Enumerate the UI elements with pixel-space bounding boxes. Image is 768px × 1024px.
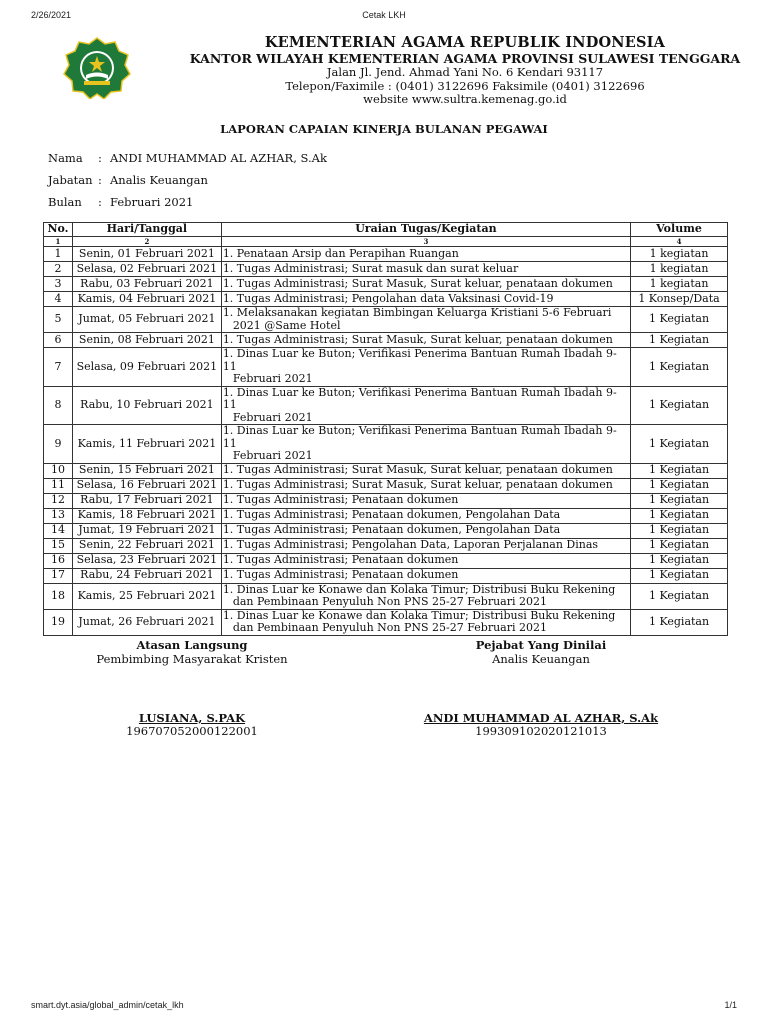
cell-task: 1. Tugas Administrasi; Penataan dokumen xyxy=(221,493,630,508)
task-line-1: 1. Dinas Luar ke Buton; Verifikasi Penerima Bantuan Rumah Ibadah 9-11 xyxy=(222,424,617,450)
header-no: No. xyxy=(44,223,73,237)
cell-volume: 1 Kegiatan xyxy=(631,478,728,493)
print-date: 2/26/2021 xyxy=(31,10,72,20)
cell-task: 1. Tugas Administrasi; Surat Masuk, Surat keluar, penataan dokumen xyxy=(221,463,630,478)
browser-print-footer xyxy=(31,1000,737,1014)
cell-no: 12 xyxy=(44,493,73,508)
cell-date: Selasa, 02 Februari 2021 xyxy=(72,262,221,277)
cell-volume: 1 kegiatan xyxy=(631,247,728,262)
col-number: 4 xyxy=(631,237,728,247)
cell-date: Senin, 22 Februari 2021 xyxy=(72,538,221,553)
colon: : xyxy=(98,151,102,165)
table-row xyxy=(44,609,728,635)
print-url: smart.dyt.asia/global_admin/cetak_lkh xyxy=(31,1000,184,1010)
employee-info xyxy=(48,151,448,217)
table-row xyxy=(44,478,728,493)
cell-no: 5 xyxy=(44,307,73,333)
cell-volume: 1 kegiatan xyxy=(631,277,728,292)
cell-volume: 1 Kegiatan xyxy=(631,538,728,553)
table-row xyxy=(44,333,728,348)
table-row xyxy=(44,348,728,387)
cell-task: 1. Penataan Arsip dan Perapihan Ruangan xyxy=(221,247,630,262)
cell-task xyxy=(221,386,630,425)
report-title: LAPORAN CAPAIAN KINERJA BULANAN PEGAWAI xyxy=(220,122,548,136)
table-row xyxy=(44,553,728,568)
cell-volume: 1 Kegiatan xyxy=(631,307,728,333)
task-line-1: 1. Dinas Luar ke Konawe dan Kolaka Timur; Distribusi Buku Rekening xyxy=(222,608,616,622)
task-line-1: 1. Dinas Luar ke Buton; Verifikasi Penerima Bantuan Rumah Ibadah 9-11 xyxy=(222,385,617,411)
cell-no: 17 xyxy=(44,568,73,583)
employee-role: Pejabat Yang Dinilai xyxy=(475,638,607,652)
print-title: Cetak LKH xyxy=(362,10,406,20)
cell-volume: 1 Kegiatan xyxy=(631,508,728,523)
cell-date: Kamis, 25 Februari 2021 xyxy=(72,583,221,609)
task-line-2: 2021 @Same Hotel xyxy=(232,318,341,332)
table-row xyxy=(44,538,728,553)
cell-task: 1. Tugas Administrasi; Penataan dokumen xyxy=(221,568,630,583)
cell-no: 14 xyxy=(44,523,73,538)
cell-date: Jumat, 26 Februari 2021 xyxy=(72,609,221,635)
bulan-value: Februari 2021 xyxy=(110,195,194,209)
cell-no: 4 xyxy=(44,292,73,307)
cell-date: Jumat, 05 Februari 2021 xyxy=(72,307,221,333)
cell-task: 1. Tugas Administrasi; Penataan dokumen, Pengolahan Data xyxy=(221,523,630,538)
cell-volume: 1 Konsep/Data xyxy=(631,292,728,307)
task-line-2: Februari 2021 xyxy=(232,372,313,385)
cell-volume: 1 Kegiatan xyxy=(631,333,728,348)
table-row xyxy=(44,508,728,523)
task-line-2: Februari 2021 xyxy=(232,410,313,424)
table-row xyxy=(44,523,728,538)
browser-print-header xyxy=(31,10,737,24)
cell-task: 1. Tugas Administrasi; Surat masuk dan surat keluar xyxy=(221,262,630,277)
jabatan-value: Analis Keuangan xyxy=(110,173,208,187)
cell-task: 1. Tugas Administrasi; Penataan dokumen xyxy=(221,553,630,568)
task-line-1: 1. Dinas Luar ke Konawe dan Kolaka Timur; Distribusi Buku Rekening xyxy=(222,582,616,596)
col-number: 1 xyxy=(44,237,73,247)
table-row xyxy=(44,463,728,478)
cell-volume: 1 Kegiatan xyxy=(631,493,728,508)
letterhead xyxy=(150,34,768,107)
cell-volume: 1 Kegiatan xyxy=(631,568,728,583)
cell-no: 1 xyxy=(44,247,73,262)
cell-date: Jumat, 19 Februari 2021 xyxy=(72,523,221,538)
supervisor-name: LUSIANA, S.PAK xyxy=(138,711,246,725)
cell-volume: 1 Kegiatan xyxy=(631,386,728,425)
cell-task xyxy=(221,348,630,387)
table-row xyxy=(44,292,728,307)
colon: : xyxy=(98,173,102,187)
cell-task: 1. Tugas Administrasi; Pengolahan Data, Laporan Perjalanan Dinas xyxy=(221,538,630,553)
cell-date: Kamis, 11 Februari 2021 xyxy=(72,425,221,464)
cell-date: Rabu, 10 Februari 2021 xyxy=(72,386,221,425)
col-number: 2 xyxy=(72,237,221,247)
cell-task: 1. Tugas Administrasi; Surat Masuk, Surat keluar, penataan dokumen xyxy=(221,478,630,493)
cell-no: 15 xyxy=(44,538,73,553)
kemenag-logo-icon xyxy=(62,37,132,99)
task-line-1: 1. Melaksanakan kegiatan Bimbingan Keluarga Kristiani 5-6 Februari xyxy=(222,306,612,319)
nama-value: ANDI MUHAMMAD AL AZHAR, S.Ak xyxy=(110,151,327,165)
cell-no: 7 xyxy=(44,348,73,387)
cell-volume: 1 Kegiatan xyxy=(631,463,728,478)
table-row xyxy=(44,386,728,425)
cell-date: Kamis, 04 Februari 2021 xyxy=(72,292,221,307)
table-row xyxy=(44,493,728,508)
cell-no: 16 xyxy=(44,553,73,568)
cell-volume: 1 Kegiatan xyxy=(631,583,728,609)
employee-name: ANDI MUHAMMAD AL AZHAR, S.Ak xyxy=(423,711,659,725)
task-line-2: Februari 2021 xyxy=(232,449,313,462)
office-name: KANTOR WILAYAH KEMENTERIAN AGAMA PROVINSI SULAWESI TENGGARA xyxy=(189,51,741,66)
cell-volume: 1 Kegiatan xyxy=(631,523,728,538)
table-row xyxy=(44,583,728,609)
ministry-name: KEMENTERIAN AGAMA REPUBLIK INDONESIA xyxy=(264,34,666,51)
activity-table xyxy=(43,222,728,636)
cell-date: Rabu, 03 Februari 2021 xyxy=(72,277,221,292)
cell-volume: 1 kegiatan xyxy=(631,262,728,277)
cell-no: 19 xyxy=(44,609,73,635)
cell-task xyxy=(221,425,630,464)
cell-date: Rabu, 24 Februari 2021 xyxy=(72,568,221,583)
office-address: Jalan Jl. Jend. Ahmad Yani No. 6 Kendari 93117 xyxy=(326,65,604,79)
office-phone: Telepon/Faximile : (0401) 3122696 Faksimile (0401) 3122696 xyxy=(285,78,645,93)
supervisor-position: Pembimbing Masyarakat Kristen xyxy=(96,652,288,666)
cell-volume: 1 Kegiatan xyxy=(631,348,728,387)
cell-task: 1. Tugas Administrasi; Surat Masuk, Surat keluar, penataan dokumen xyxy=(221,333,630,348)
cell-no: 2 xyxy=(44,262,73,277)
cell-task: 1. Tugas Administrasi; Surat Masuk, Surat keluar, penataan dokumen xyxy=(221,277,630,292)
employee-nip: 199309102020121013 xyxy=(475,724,607,738)
header-task: Uraian Tugas/Kegiatan xyxy=(221,223,630,237)
cell-task xyxy=(221,583,630,609)
cell-no: 3 xyxy=(44,277,73,292)
col-number: 3 xyxy=(221,237,630,247)
supervisor-nip: 196707052000122001 xyxy=(126,724,258,738)
cell-task: 1. Tugas Administrasi; Pengolahan data Vaksinasi Covid-19 xyxy=(221,292,630,307)
cell-date: Selasa, 09 Februari 2021 xyxy=(72,348,221,387)
cell-date: Selasa, 16 Februari 2021 xyxy=(72,478,221,493)
cell-volume: 1 Kegiatan xyxy=(631,609,728,635)
table-row xyxy=(44,425,728,464)
cell-task xyxy=(221,307,630,333)
employee-position: Analis Keuangan xyxy=(492,652,590,666)
print-page-number: 1/1 xyxy=(724,1000,737,1010)
table-row xyxy=(44,247,728,262)
cell-volume: 1 Kegiatan xyxy=(631,425,728,464)
signature-supervisor xyxy=(42,638,342,738)
table-row xyxy=(44,262,728,277)
cell-no: 8 xyxy=(44,386,73,425)
supervisor-role: Atasan Langsung xyxy=(136,638,248,652)
cell-task xyxy=(221,609,630,635)
colon: : xyxy=(98,195,102,209)
signature-employee xyxy=(391,638,691,738)
jabatan-label: Jabatan xyxy=(48,173,93,187)
table-row xyxy=(44,277,728,292)
cell-no: 10 xyxy=(44,463,73,478)
cell-no: 9 xyxy=(44,425,73,464)
cell-no: 18 xyxy=(44,583,73,609)
nama-label: Nama xyxy=(48,151,83,165)
cell-volume: 1 Kegiatan xyxy=(631,553,728,568)
cell-date: Selasa, 23 Februari 2021 xyxy=(72,553,221,568)
table-row xyxy=(44,307,728,333)
header-volume: Volume xyxy=(631,223,728,237)
task-line-1: 1. Dinas Luar ke Buton; Verifikasi Penerima Bantuan Rumah Ibadah 9-11 xyxy=(222,347,617,373)
cell-date: Rabu, 17 Februari 2021 xyxy=(72,493,221,508)
cell-no: 6 xyxy=(44,333,73,348)
office-website: website www.sultra.kemenag.go.id xyxy=(363,92,567,106)
cell-no: 13 xyxy=(44,508,73,523)
table-row xyxy=(44,568,728,583)
task-line-2: dan Pembinaan Penyuluh Non PNS 25-27 Februari 2021 xyxy=(232,621,548,634)
cell-no: 11 xyxy=(44,478,73,493)
cell-date: Senin, 01 Februari 2021 xyxy=(72,247,221,262)
header-date: Hari/Tanggal xyxy=(72,223,221,237)
bulan-label: Bulan xyxy=(48,195,82,209)
cell-date: Senin, 08 Februari 2021 xyxy=(72,333,221,348)
task-line-2: dan Pembinaan Penyuluh Non PNS 25-27 Februari 2021 xyxy=(232,595,548,608)
cell-date: Senin, 15 Februari 2021 xyxy=(72,463,221,478)
cell-date: Kamis, 18 Februari 2021 xyxy=(72,508,221,523)
cell-task: 1. Tugas Administrasi; Penataan dokumen, Pengolahan Data xyxy=(221,508,630,523)
